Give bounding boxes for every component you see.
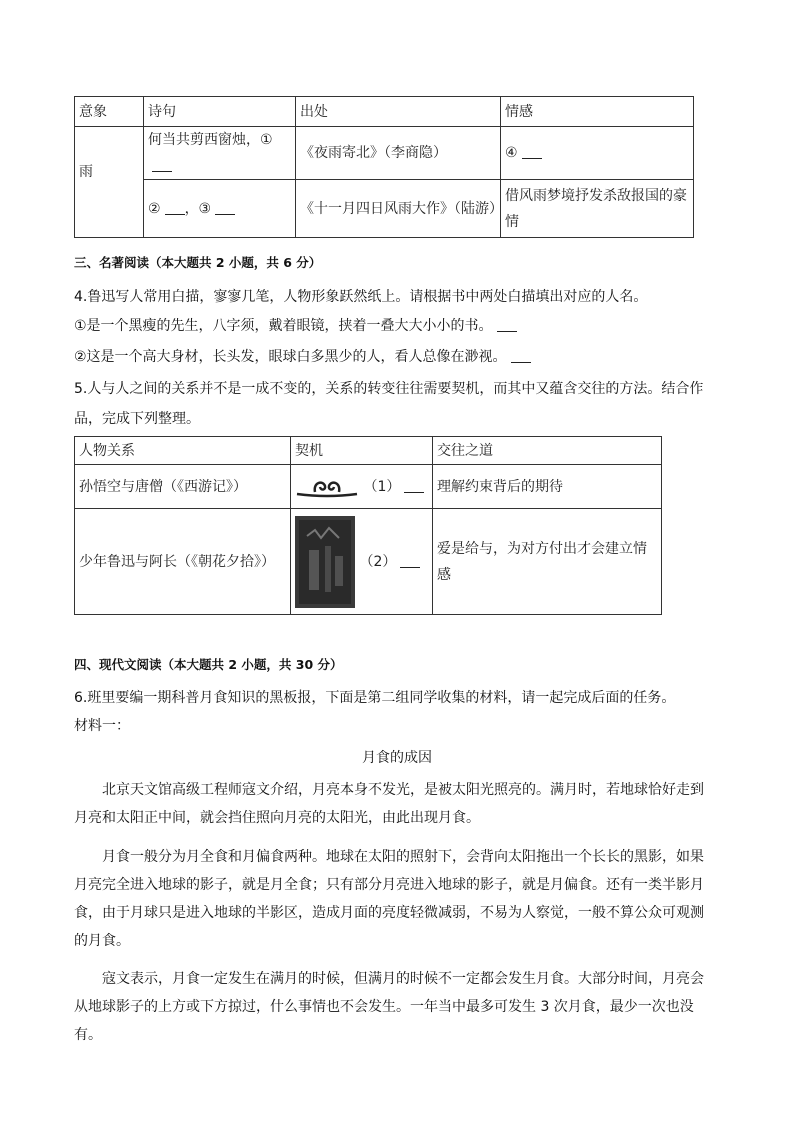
row2-emotion: 借风雨梦境抒发杀敌报国的豪情 — [501, 180, 694, 238]
question-4-2 — [74, 343, 724, 371]
section4-title: 四、现代文阅读（本大题共 2 小题，共 30 分） — [74, 657, 343, 672]
blank-t2-2[interactable] — [400, 553, 420, 568]
section3-title: 三、名著阅读（本大题共 2 小题，共 6 分） — [74, 255, 322, 270]
article-paragraph-3: 寇文表示，月食一定发生在满月的时候，但满月的时候不一定都会发生月食。大部分时间，月亮会从地球影子的上方或下方掠过，什么事情也不会发生。一年当中最多可发生 3 次月食，最少一次也没有。 — [74, 971, 704, 1043]
headband-icon — [295, 474, 359, 500]
header-relation: 人物关系 — [75, 437, 291, 465]
question-6: 6.班里要编一期科普月食知识的黑板报，下面是第二组同学收集的材料，请一起完成后面的任务。 — [74, 690, 676, 706]
blank-4[interactable] — [522, 144, 542, 159]
header-way: 交往之道 — [433, 437, 662, 465]
question-4-1-text: ①是一个黑瘦的先生，八字须，戴着眼镜，挟着一叠大大小小的书。 — [74, 318, 493, 334]
blank-t2-1[interactable] — [404, 478, 424, 493]
row1-poem-text: 何当共剪西窗烛，① — [148, 132, 273, 148]
question-5: 5.人与人之间的关系并不是一成不变的，关系的转变往往需要契机，而其中又蕴含交往的方法。结合作品，完成下列整理。 — [74, 381, 704, 427]
row1-way: 理解约束背后的期待 — [433, 465, 662, 509]
blank-2[interactable] — [165, 200, 185, 215]
header-image: 意象 — [75, 97, 144, 127]
header-emotion: 情感 — [501, 97, 694, 127]
row1-relation: 孙悟空与唐僧（《西游记》） — [75, 465, 291, 509]
relationship-table — [74, 436, 662, 615]
row2-way: 爱是给与，为对方付出才会建立情感 — [433, 509, 662, 615]
header-source: 出处 — [296, 97, 501, 127]
book-cover-image — [295, 516, 355, 608]
image-rain: 雨 — [75, 127, 144, 238]
question-4-1 — [74, 312, 724, 340]
article-title: 月食的成因 — [362, 750, 432, 766]
row2-marker: （2） — [359, 553, 397, 570]
blank-3[interactable] — [215, 200, 235, 215]
row2-poem — [144, 180, 296, 238]
row1-source: 《夜雨寄北》（李商隐） — [296, 127, 501, 180]
material-label: 材料一： — [74, 718, 130, 734]
article-paragraph-2: 月食一般分为月全食和月偏食两种。地球在太阳的照射下，会背向太阳拖出一个长长的黑影，如果月亮完全进入地球的影子，就是月全食；只有部分月亮进入地球的影子，就是月偏食。还有一类半影月食，由于月球只是进入地球的半影区，造成月面的亮度轻微减弱，不易为人察觉，一般不算公众可观测的月食。 — [74, 849, 704, 949]
row2-relation: 少年鲁迅与阿长（《朝花夕拾》） — [75, 509, 291, 615]
row2-source: 《十一月四日风雨大作》（陆游） — [296, 180, 501, 238]
row2-poem-a: ② — [148, 200, 161, 217]
header-poem: 诗句 — [144, 97, 296, 127]
row2-opportunity — [291, 509, 433, 615]
row1-marker: （1） — [363, 478, 401, 495]
question-4-2-text: ②这是一个高大身材，长头发，眼球白多黑少的人，看人总像在渺视。 — [74, 349, 507, 365]
blank-1[interactable] — [152, 157, 172, 172]
header-opportunity: 契机 — [291, 437, 433, 465]
row1-opportunity — [291, 465, 433, 509]
row1-poem — [144, 127, 296, 180]
blank-q4-1[interactable] — [497, 317, 517, 332]
question-4: 4.鲁迅写人常用白描，寥寥几笔，人物形象跃然纸上。请根据书中两处白描填出对应的人名。 — [74, 289, 648, 305]
article-paragraph-1: 北京天文馆高级工程师寇文介绍，月亮本身不发光，是被太阳光照亮的。满月时，若地球恰好走到月亮和太阳正中间，就会挡住照向月亮的太阳光，由此出现月食。 — [74, 782, 704, 826]
row1-emotion — [501, 127, 694, 180]
poetry-table — [74, 96, 694, 238]
row1-emotion-text: ④ — [505, 145, 518, 161]
blank-q4-2[interactable] — [511, 348, 531, 363]
row2-poem-sep: ，③ — [184, 200, 212, 217]
